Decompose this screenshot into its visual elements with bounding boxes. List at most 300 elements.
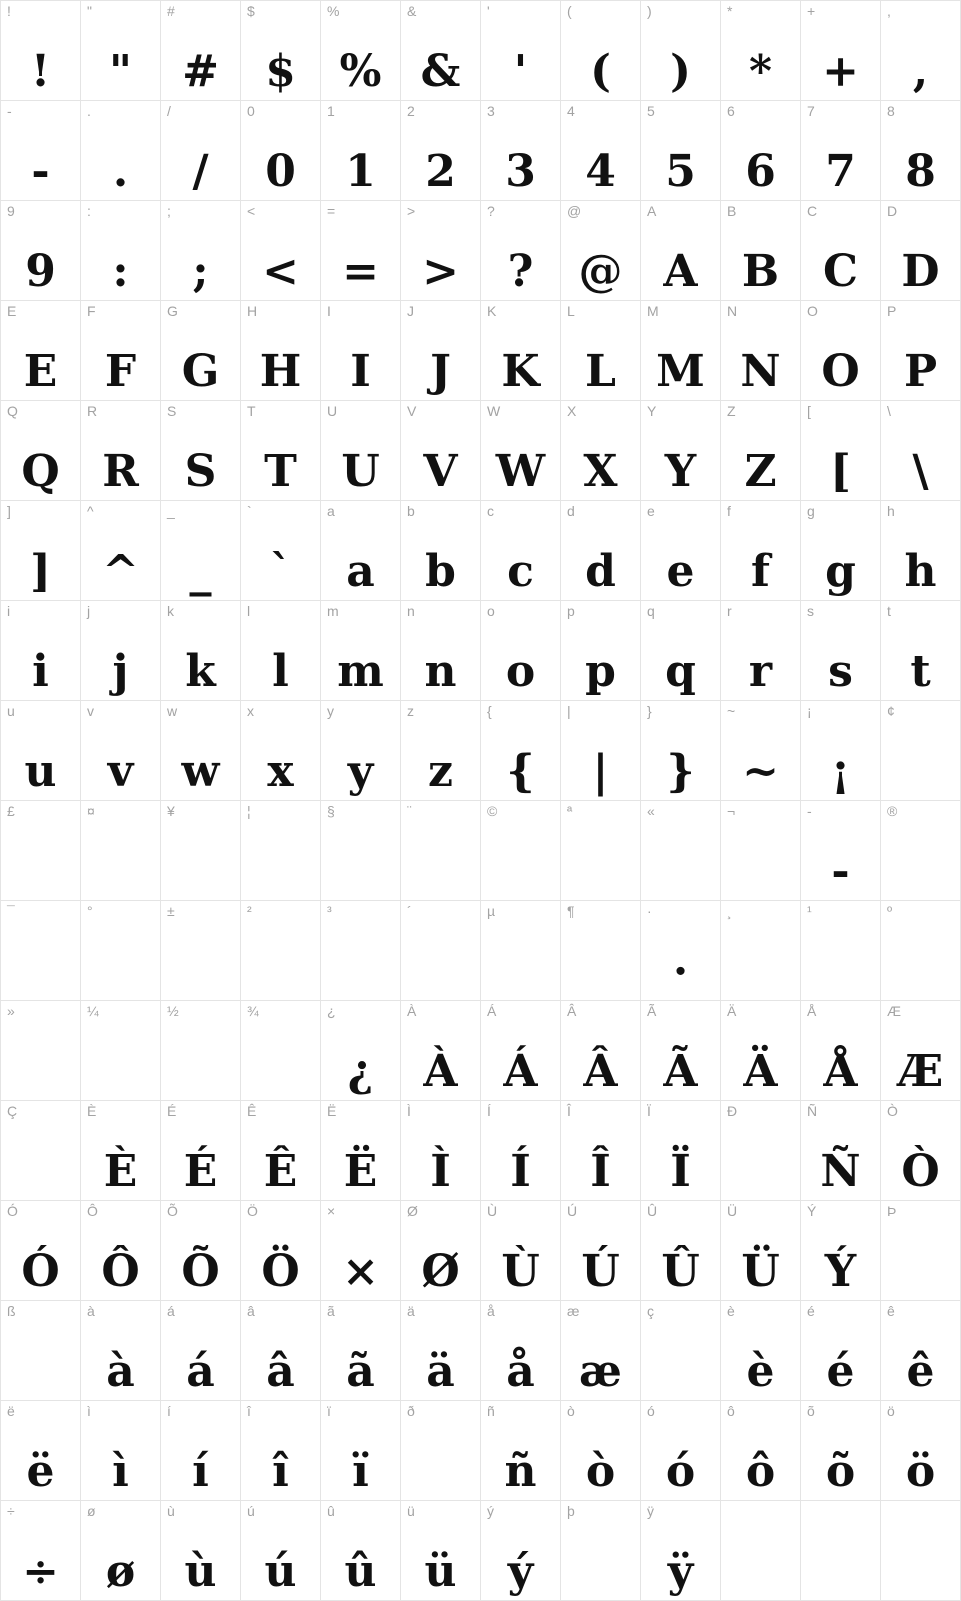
glyph: = bbox=[342, 246, 379, 297]
glyph-cell bbox=[161, 1301, 241, 1401]
glyph-label: ó bbox=[647, 1403, 655, 1419]
glyph-cell bbox=[721, 1401, 801, 1501]
glyph-label: Ý bbox=[807, 1203, 817, 1219]
glyph-cell bbox=[161, 701, 241, 801]
glyph-cell bbox=[401, 801, 481, 901]
glyph: · bbox=[672, 946, 689, 997]
glyph-label: + bbox=[807, 3, 816, 19]
glyph-label: à bbox=[87, 1303, 95, 1319]
glyph-cell bbox=[801, 1, 881, 101]
glyph-cell bbox=[321, 1301, 401, 1401]
glyph-label: Ú bbox=[567, 1203, 578, 1219]
glyph-cell bbox=[241, 1201, 321, 1301]
glyph-label: Ç bbox=[7, 1103, 18, 1119]
glyph-label: C bbox=[807, 203, 818, 219]
glyph: " bbox=[109, 46, 132, 97]
glyph-cell bbox=[881, 1, 961, 101]
glyph-cell bbox=[481, 1001, 561, 1101]
glyph-label: Z bbox=[727, 403, 736, 419]
glyph-cell bbox=[161, 1201, 241, 1301]
glyph: Ø bbox=[421, 1246, 460, 1297]
glyph-cell bbox=[561, 1301, 641, 1401]
glyph-label: G bbox=[167, 303, 178, 319]
glyph-cell bbox=[321, 701, 401, 801]
glyph-label: Ì bbox=[407, 1103, 411, 1119]
glyph-cell bbox=[401, 1, 481, 101]
glyph-label: î bbox=[247, 1403, 251, 1419]
glyph-cell bbox=[241, 101, 321, 201]
glyph-label: @ bbox=[567, 203, 582, 219]
glyph-cell bbox=[401, 1101, 481, 1201]
glyph: à bbox=[106, 1346, 135, 1397]
glyph: ø bbox=[105, 1546, 136, 1597]
glyph-cell bbox=[481, 701, 561, 801]
glyph-cell bbox=[481, 201, 561, 301]
glyph-label: 3 bbox=[487, 103, 495, 119]
glyph-label: ñ bbox=[487, 1403, 495, 1419]
glyph-label: n bbox=[407, 603, 415, 619]
glyph-label: å bbox=[487, 1303, 495, 1319]
glyph-label: \ bbox=[887, 403, 891, 419]
glyph-label: } bbox=[647, 703, 652, 719]
glyph-label: I bbox=[327, 303, 331, 319]
glyph: u bbox=[24, 746, 57, 797]
glyph-label: Ó bbox=[7, 1203, 18, 1219]
glyph-label: Â bbox=[567, 1003, 577, 1019]
glyph-label: k bbox=[167, 603, 174, 619]
glyph-cell bbox=[1, 1301, 81, 1401]
glyph: W bbox=[495, 446, 546, 497]
glyph-cell bbox=[481, 501, 561, 601]
glyph-cell bbox=[241, 501, 321, 601]
glyph: # bbox=[182, 46, 219, 97]
glyph: Ý bbox=[824, 1246, 857, 1297]
glyph: ' bbox=[513, 46, 528, 97]
glyph-label: ³ bbox=[327, 903, 332, 919]
glyph-label: ¿ bbox=[327, 1003, 336, 1019]
glyph-label: Ï bbox=[647, 1103, 651, 1119]
glyph-label: Ê bbox=[247, 1103, 257, 1119]
glyph-label: { bbox=[487, 703, 492, 719]
glyph-cell bbox=[321, 901, 401, 1001]
glyph-label: . bbox=[87, 103, 91, 119]
glyph: Ô bbox=[101, 1246, 140, 1297]
glyph-cell bbox=[241, 301, 321, 401]
glyph-cell bbox=[401, 201, 481, 301]
glyph-cell bbox=[881, 601, 961, 701]
glyph: [ bbox=[830, 446, 851, 497]
glyph-cell bbox=[801, 301, 881, 401]
glyph-label: j bbox=[87, 603, 91, 619]
glyph: ; bbox=[192, 246, 209, 297]
glyph: G bbox=[181, 346, 220, 397]
glyph-cell bbox=[401, 1501, 481, 1601]
glyph: ä bbox=[426, 1346, 455, 1397]
glyph-cell bbox=[641, 101, 721, 201]
glyph-cell bbox=[801, 801, 881, 901]
glyph: 2 bbox=[425, 146, 456, 197]
glyph-label: Ä bbox=[727, 1003, 737, 1019]
glyph: L bbox=[585, 346, 616, 397]
glyph-label: ú bbox=[247, 1503, 255, 1519]
glyph-label: " bbox=[87, 3, 92, 19]
glyph-label: u bbox=[7, 703, 15, 719]
glyph-cell bbox=[161, 201, 241, 301]
glyph-label: þ bbox=[567, 1503, 575, 1519]
glyph: v bbox=[107, 746, 134, 797]
glyph-cell bbox=[1, 901, 81, 1001]
glyph-label: Ã bbox=[647, 1003, 657, 1019]
glyph-label: » bbox=[7, 1003, 15, 1019]
glyph: ò bbox=[585, 1446, 616, 1497]
glyph: N bbox=[740, 346, 781, 397]
glyph-cell bbox=[161, 901, 241, 1001]
glyph-cell bbox=[801, 1201, 881, 1301]
glyph-cell bbox=[561, 501, 641, 601]
glyph: w bbox=[181, 746, 220, 797]
glyph-label: 9 bbox=[7, 203, 15, 219]
glyph-cell bbox=[721, 1101, 801, 1201]
glyph-label: ô bbox=[727, 1403, 735, 1419]
glyph-cell bbox=[801, 701, 881, 801]
glyph-label: ¨ bbox=[407, 803, 412, 819]
glyph: i bbox=[32, 646, 49, 697]
glyph-label: Ë bbox=[327, 1103, 337, 1119]
glyph-cell bbox=[561, 401, 641, 501]
glyph: Ü bbox=[741, 1246, 780, 1297]
glyph-label: v bbox=[87, 703, 94, 719]
glyph-label: Þ bbox=[887, 1203, 897, 1219]
glyph-label: W bbox=[487, 403, 501, 419]
glyph: î bbox=[272, 1446, 289, 1497]
glyph: ¡ bbox=[830, 746, 851, 797]
glyph: l bbox=[272, 646, 289, 697]
glyph-label: í bbox=[167, 1403, 171, 1419]
glyph-cell bbox=[1, 1001, 81, 1101]
glyph-label: Ü bbox=[727, 1203, 738, 1219]
glyph-label: ± bbox=[167, 903, 175, 919]
glyph-label: U bbox=[327, 403, 338, 419]
glyph-cell bbox=[1, 1501, 81, 1601]
glyph-label: ÷ bbox=[7, 1503, 15, 1519]
glyph-label: A bbox=[647, 203, 657, 219]
glyph-cell bbox=[721, 1301, 801, 1401]
glyph-label: ª bbox=[567, 803, 573, 819]
glyph-label: ^ bbox=[87, 503, 94, 519]
glyph: Â bbox=[583, 1046, 618, 1097]
glyph-cell bbox=[321, 1201, 401, 1301]
glyph-label: m bbox=[327, 603, 339, 619]
glyph-cell bbox=[721, 501, 801, 601]
glyph-label: K bbox=[487, 303, 497, 319]
glyph-label: ä bbox=[407, 1303, 415, 1319]
glyph-cell bbox=[881, 1001, 961, 1101]
glyph-label: ¯ bbox=[7, 903, 15, 919]
glyph-cell bbox=[81, 701, 161, 801]
glyph: Æ bbox=[897, 1046, 944, 1097]
glyph-label: L bbox=[567, 303, 575, 319]
glyph-label: % bbox=[327, 3, 340, 19]
glyph-cell bbox=[161, 1, 241, 101]
glyph-cell bbox=[641, 401, 721, 501]
glyph-cell bbox=[721, 201, 801, 301]
glyph: - bbox=[31, 146, 50, 197]
glyph-label: e bbox=[647, 503, 655, 519]
glyph: å bbox=[506, 1346, 535, 1397]
glyph-label: F bbox=[87, 303, 96, 319]
glyph: > bbox=[422, 246, 459, 297]
glyph-label: Ð bbox=[727, 1103, 738, 1119]
glyph: f bbox=[751, 546, 770, 597]
glyph: g bbox=[825, 546, 856, 597]
glyph: Ê bbox=[263, 1146, 298, 1197]
glyph-cell bbox=[881, 1401, 961, 1501]
glyph-label: ü bbox=[407, 1503, 415, 1519]
glyph-label: ¢ bbox=[887, 703, 895, 719]
glyph: ÷ bbox=[22, 1546, 59, 1597]
glyph-cell bbox=[481, 401, 561, 501]
glyph-cell bbox=[641, 201, 721, 301]
glyph-cell bbox=[801, 501, 881, 601]
glyph-label: | bbox=[567, 703, 571, 719]
glyph-cell bbox=[401, 301, 481, 401]
glyph-label: ¶ bbox=[567, 903, 575, 919]
glyph-label: R bbox=[87, 403, 98, 419]
glyph-cell bbox=[641, 1401, 721, 1501]
glyph-cell bbox=[321, 1501, 401, 1601]
glyph-label: ´ bbox=[407, 903, 412, 919]
glyph: z bbox=[428, 746, 453, 797]
glyph-label: ( bbox=[567, 3, 572, 19]
glyph-label: ã bbox=[327, 1303, 335, 1319]
glyph: q bbox=[665, 646, 696, 697]
glyph: è bbox=[746, 1346, 775, 1397]
glyph-cell bbox=[401, 101, 481, 201]
glyph: 3 bbox=[505, 146, 536, 197]
glyph: + bbox=[822, 46, 859, 97]
glyph: ^ bbox=[102, 546, 139, 597]
glyph-label: È bbox=[87, 1103, 97, 1119]
glyph-cell bbox=[401, 701, 481, 801]
glyph-label: X bbox=[567, 403, 577, 419]
glyph-label: ² bbox=[247, 903, 252, 919]
glyph: é bbox=[826, 1346, 855, 1397]
glyph-cell bbox=[1, 601, 81, 701]
glyph: T bbox=[264, 446, 297, 497]
glyph-cell bbox=[881, 901, 961, 1001]
glyph: 0 bbox=[265, 146, 296, 197]
glyph-cell bbox=[241, 1001, 321, 1101]
glyph-label: y bbox=[327, 703, 334, 719]
glyph-label: 8 bbox=[887, 103, 895, 119]
glyph-cell bbox=[561, 101, 641, 201]
glyph-cell bbox=[241, 1401, 321, 1501]
glyph-label: * bbox=[727, 3, 733, 19]
glyph: p bbox=[585, 646, 616, 697]
glyph-cell bbox=[1, 401, 81, 501]
glyph-cell bbox=[641, 801, 721, 901]
glyph-label: ð bbox=[407, 1403, 415, 1419]
glyph: r bbox=[748, 646, 773, 697]
glyph-cell bbox=[241, 701, 321, 801]
glyph-label: ù bbox=[167, 1503, 175, 1519]
glyph: ? bbox=[507, 246, 534, 297]
glyph: ! bbox=[30, 46, 51, 97]
glyph: 8 bbox=[905, 146, 936, 197]
glyph: : bbox=[112, 246, 129, 297]
glyph: ý bbox=[507, 1546, 534, 1597]
glyph-cell bbox=[1, 301, 81, 401]
glyph: ö bbox=[905, 1446, 936, 1497]
glyph: e bbox=[666, 546, 695, 597]
glyph-label: ¾ bbox=[247, 1003, 259, 1019]
glyph-label: Û bbox=[647, 1203, 658, 1219]
glyph-cell bbox=[881, 101, 961, 201]
glyph: Y bbox=[664, 446, 697, 497]
glyph: Ä bbox=[743, 1046, 778, 1097]
glyph-label: ' bbox=[487, 3, 490, 19]
glyph-cell bbox=[81, 401, 161, 501]
glyph-cell bbox=[561, 1, 641, 101]
glyph-cell bbox=[401, 601, 481, 701]
glyph: ë bbox=[26, 1446, 55, 1497]
glyph-cell bbox=[81, 101, 161, 201]
glyph-label: x bbox=[247, 703, 254, 719]
glyph-cell bbox=[801, 1401, 881, 1501]
glyph-cell bbox=[481, 901, 561, 1001]
glyph: È bbox=[103, 1146, 138, 1197]
glyph-cell bbox=[561, 801, 641, 901]
glyph-cell bbox=[881, 501, 961, 601]
glyph-label: 2 bbox=[407, 103, 415, 119]
glyph: ü bbox=[424, 1546, 457, 1597]
glyph-label: × bbox=[327, 1203, 336, 1219]
glyph-cell bbox=[401, 1001, 481, 1101]
glyph-cell bbox=[721, 1501, 801, 1601]
glyph-cell bbox=[561, 701, 641, 801]
glyph-cell bbox=[321, 501, 401, 601]
glyph-label: b bbox=[407, 503, 415, 519]
glyph-cell bbox=[1, 101, 81, 201]
glyph-cell bbox=[321, 801, 401, 901]
glyph-cell bbox=[881, 1201, 961, 1301]
glyph: . bbox=[112, 146, 129, 197]
glyph: y bbox=[347, 746, 374, 797]
glyph: , bbox=[912, 46, 929, 97]
glyph-label: Å bbox=[807, 1003, 817, 1019]
glyph-cell bbox=[721, 801, 801, 901]
glyph-cell bbox=[801, 201, 881, 301]
glyph-label: 1 bbox=[327, 103, 335, 119]
glyph-label: Ø bbox=[407, 1203, 418, 1219]
glyph: ù bbox=[184, 1546, 217, 1597]
glyph: F bbox=[104, 346, 137, 397]
glyph-cell bbox=[321, 1, 401, 101]
glyph-label: · bbox=[647, 903, 652, 919]
glyph: H bbox=[259, 346, 302, 397]
glyph: 6 bbox=[745, 146, 776, 197]
glyph-label: É bbox=[167, 1103, 177, 1119]
glyph-label: © bbox=[487, 803, 498, 819]
glyph-label: t bbox=[887, 603, 891, 619]
glyph-cell bbox=[81, 1201, 161, 1301]
glyph-cell bbox=[241, 1501, 321, 1601]
glyph-cell bbox=[81, 301, 161, 401]
glyph: ñ bbox=[504, 1446, 537, 1497]
glyph-cell bbox=[641, 701, 721, 801]
glyph-label: ï bbox=[327, 1403, 331, 1419]
glyph: 5 bbox=[665, 146, 696, 197]
glyph-cell bbox=[801, 901, 881, 1001]
glyph-label: d bbox=[567, 503, 575, 519]
glyph-label: µ bbox=[487, 903, 496, 919]
glyph: â bbox=[266, 1346, 295, 1397]
glyph-label: ` bbox=[247, 503, 252, 519]
glyph: k bbox=[185, 646, 216, 697]
glyph: á bbox=[186, 1346, 215, 1397]
glyph: ï bbox=[352, 1446, 369, 1497]
glyph-label: ê bbox=[887, 1303, 895, 1319]
glyph-cell bbox=[641, 1101, 721, 1201]
glyph-cell bbox=[1, 1401, 81, 1501]
glyph: X bbox=[583, 446, 618, 497]
glyph-label: g bbox=[807, 503, 815, 519]
glyph-label: , bbox=[887, 3, 891, 19]
glyph-label: o bbox=[487, 603, 495, 619]
glyph: A bbox=[663, 246, 698, 297]
glyph-cell bbox=[641, 301, 721, 401]
glyph-label: h bbox=[887, 503, 895, 519]
glyph-cell bbox=[1, 1, 81, 101]
glyph-label: ß bbox=[7, 1303, 16, 1319]
glyph: Ñ bbox=[820, 1146, 861, 1197]
glyph-label: ! bbox=[7, 3, 11, 19]
glyph-label: - bbox=[7, 103, 12, 119]
glyph-cell bbox=[321, 1001, 401, 1101]
glyph-cell bbox=[321, 201, 401, 301]
glyph-label: Í bbox=[487, 1103, 491, 1119]
glyph-label: 7 bbox=[807, 103, 815, 119]
glyph-label: [ bbox=[807, 403, 811, 419]
glyph: d bbox=[585, 546, 616, 597]
glyph: ô bbox=[745, 1446, 776, 1497]
glyph-cell bbox=[561, 1401, 641, 1501]
glyph-label: c bbox=[487, 503, 494, 519]
glyph-cell bbox=[641, 1001, 721, 1101]
glyph-label: ì bbox=[87, 1403, 91, 1419]
glyph-label: S bbox=[167, 403, 177, 419]
glyph-label: £ bbox=[7, 803, 15, 819]
glyph-cell bbox=[881, 1301, 961, 1401]
glyph: s bbox=[828, 646, 853, 697]
glyph: Q bbox=[21, 446, 60, 497]
glyph-cell bbox=[1, 1101, 81, 1201]
glyph-label: ë bbox=[7, 1403, 15, 1419]
glyph-cell bbox=[801, 1301, 881, 1401]
glyph-label: ¦ bbox=[247, 803, 251, 819]
glyph-cell bbox=[641, 1501, 721, 1601]
glyph-label: ¹ bbox=[807, 903, 812, 919]
glyph-label: r bbox=[727, 603, 732, 619]
glyph: a bbox=[346, 546, 375, 597]
glyph-label: Ô bbox=[87, 1203, 98, 1219]
glyph-cell bbox=[881, 401, 961, 501]
glyph: K bbox=[501, 346, 540, 397]
glyph-cell bbox=[801, 101, 881, 201]
glyph-label: ° bbox=[87, 903, 93, 919]
glyph: ÿ bbox=[667, 1546, 694, 1597]
glyph-cell bbox=[161, 601, 241, 701]
